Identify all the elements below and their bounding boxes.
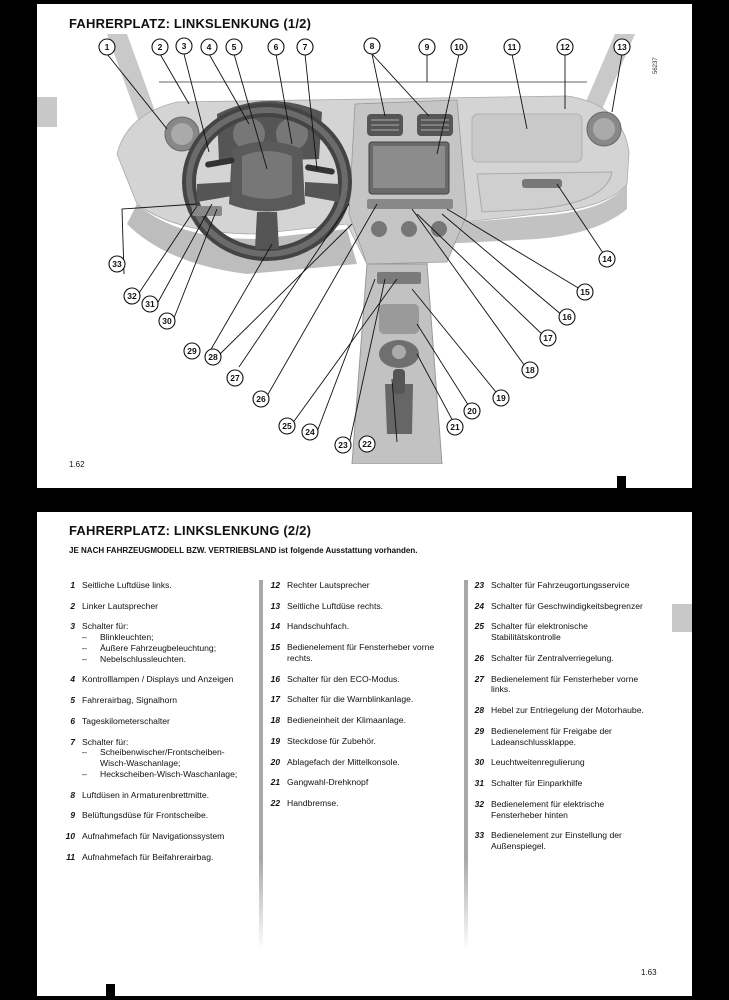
- legend-item: [259, 580, 445, 591]
- legend-body: [287, 674, 445, 685]
- callout-2: [152, 39, 168, 55]
- svg-text:2: 2: [157, 42, 163, 52]
- legend-body: [491, 674, 649, 695]
- legend-item: [54, 737, 240, 780]
- legend-item: [259, 757, 445, 768]
- legend-text: Luftdüsen in Armaturenbrettmitte.: [82, 789, 210, 800]
- legend-body: [491, 778, 649, 789]
- legend-number: 17: [270, 694, 280, 705]
- legend-column-1: [54, 580, 240, 872]
- legend-number: 21: [270, 777, 280, 788]
- legend-text: Schalter für den ECO-Modus.: [287, 673, 400, 684]
- legend-body: [287, 601, 445, 612]
- legend-text: Seitliche Luftdüse rechts.: [287, 600, 384, 611]
- legend-body: [491, 601, 649, 612]
- legend-item: [463, 799, 649, 820]
- legend-item: [259, 642, 445, 663]
- svg-text:9: 9: [424, 42, 430, 52]
- legend-text: Bedienelement zur Einstellung der Außenspiegel.: [491, 830, 622, 852]
- svg-text:14: 14: [602, 254, 612, 264]
- svg-text:3: 3: [181, 41, 187, 51]
- legend-subitem: [82, 769, 240, 780]
- svg-text:19: 19: [496, 393, 506, 403]
- legend-text: Bedienelement für elektrische Fensterheber hinten: [491, 798, 605, 820]
- callout-17: [540, 330, 556, 346]
- legend-text: Hebel zur Entriegelung der Motorhaube.: [491, 705, 644, 716]
- legend-text: Schalter für:: [82, 736, 129, 747]
- legend-item: [54, 580, 240, 591]
- callout-27: [227, 370, 243, 386]
- legend-item: [463, 757, 649, 768]
- svg-text:32: 32: [127, 291, 137, 301]
- callout-18: [522, 362, 538, 378]
- svg-text:24: 24: [305, 427, 315, 437]
- svg-text:21: 21: [450, 422, 460, 432]
- legend-number: 20: [270, 756, 280, 767]
- callout-13: [614, 39, 630, 55]
- callout-30: [159, 313, 175, 329]
- legend-body: [82, 621, 240, 664]
- page-number: 1.62: [69, 460, 85, 469]
- callout-19: [493, 390, 509, 406]
- legend-text: Leuchtweitenregulierung: [491, 757, 585, 768]
- legend-item: [54, 852, 240, 863]
- legend-number: 25: [474, 621, 484, 632]
- legend-item: [463, 726, 649, 747]
- legend-item: [54, 621, 240, 664]
- legend-item: [463, 580, 649, 591]
- legend-item: [54, 831, 240, 842]
- legend-body: [287, 580, 445, 591]
- legend-number: 29: [474, 725, 484, 736]
- svg-text:6: 6: [273, 42, 279, 52]
- crop-mark: [106, 984, 115, 997]
- legend-number: 6: [70, 715, 75, 726]
- legend-body: [491, 726, 649, 747]
- legend-text: Seitliche Luftdüse links.: [82, 580, 172, 590]
- svg-text:17: 17: [543, 333, 553, 343]
- legend-item: [259, 601, 445, 612]
- svg-text:27: 27: [230, 373, 240, 383]
- legend-item: [463, 653, 649, 664]
- legend-item: [463, 621, 649, 642]
- svg-text:1: 1: [104, 42, 110, 52]
- legend-item: [259, 694, 445, 705]
- legend-text: Linker Lautsprecher: [82, 600, 158, 611]
- legend-item: [463, 778, 649, 789]
- page-1-63: [37, 512, 692, 996]
- legend-body: [287, 798, 445, 809]
- legend-item: [54, 716, 240, 727]
- svg-text:8: 8: [369, 41, 375, 51]
- svg-text:7: 7: [302, 42, 308, 52]
- svg-text:22: 22: [362, 439, 372, 449]
- legend-subtext: Äußere Fahrzeugbeleuchtung;: [100, 642, 217, 653]
- legend-body: [82, 716, 240, 727]
- legend-body: [82, 790, 240, 801]
- legend-text: Bedienelement für Freigabe der Ladeanschlussklappe.: [491, 725, 612, 747]
- side-tab: [672, 604, 692, 632]
- legend-number: 27: [474, 673, 484, 684]
- callout-6: [268, 39, 284, 55]
- legend-subtext: Scheibenwischer/Frontscheiben-Wisch-Waschanlage;: [100, 747, 225, 769]
- legend-number: 3: [70, 621, 75, 632]
- svg-text:31: 31: [145, 299, 155, 309]
- svg-text:26: 26: [256, 394, 266, 404]
- legend-subtext: Blinkleuchten;: [100, 632, 154, 643]
- svg-text:28: 28: [208, 352, 218, 362]
- legend-item: [463, 674, 649, 695]
- legend-item: [54, 695, 240, 706]
- svg-text:33: 33: [112, 259, 122, 269]
- dash-bullet: –: [82, 747, 87, 758]
- svg-text:11: 11: [507, 42, 517, 52]
- callout-25: [279, 418, 295, 434]
- dash-bullet: –: [82, 768, 87, 779]
- callout-12: [557, 39, 573, 55]
- legend-body: [82, 852, 240, 863]
- legend-item: [54, 601, 240, 612]
- legend-body: [82, 810, 240, 821]
- legend-item: [54, 810, 240, 821]
- legend-text: Schalter für elektronische Stabilitätskontrolle: [491, 621, 588, 643]
- legend-body: [491, 621, 649, 642]
- legend-body: [287, 642, 445, 663]
- legend-body: [287, 757, 445, 768]
- svg-text:16: 16: [562, 312, 572, 322]
- legend-text: Schalter für Zentralverriegelung.: [491, 652, 614, 663]
- legend-number: 14: [270, 621, 280, 632]
- callout-11: [504, 39, 520, 55]
- legend-body: [82, 737, 240, 780]
- legend-number: 9: [70, 810, 75, 821]
- legend-item: [463, 830, 649, 851]
- legend-text: Steckdose für Zubehör.: [287, 735, 376, 746]
- legend-item: [463, 705, 649, 716]
- legend-text: Schalter für Einparkhilfe: [491, 778, 583, 789]
- dash-bullet: –: [82, 653, 87, 664]
- legend-body: [82, 580, 240, 591]
- legend-text: Schalter für Geschwindigkeitsbegrenzer: [491, 600, 643, 611]
- legend-body: [491, 799, 649, 820]
- legend-number: 26: [474, 652, 484, 663]
- legend-subitem: [82, 654, 240, 665]
- callout-15: [577, 284, 593, 300]
- svg-text:20: 20: [467, 406, 477, 416]
- page-title: FAHRERPLATZ: LINKSLENKUNG (2/2): [69, 523, 312, 538]
- legend-number: 23: [474, 580, 484, 590]
- legend-number: 18: [270, 715, 280, 726]
- legend-body: [491, 580, 649, 591]
- legend-item: [259, 736, 445, 747]
- callout-8: [364, 38, 380, 54]
- legend-column-3: [463, 580, 649, 862]
- legend-text: Rechter Lautsprecher: [287, 580, 370, 590]
- callout-32: [124, 288, 140, 304]
- dash-bullet: –: [82, 632, 87, 643]
- legend-number: 24: [474, 600, 484, 611]
- legend-body: [491, 757, 649, 768]
- legend-text: Bedienelement für Fensterheber vorne rechts.: [287, 642, 435, 663]
- callout-9: [419, 39, 435, 55]
- legend-number: 5: [70, 695, 75, 706]
- page-subtitle: JE NACH FAHRZEUGMODELL BZW. VERTRIEBSLAND ist folgende Ausstattung vorhanden.: [69, 546, 418, 555]
- legend-number: 8: [70, 789, 75, 800]
- legend-number: 30: [474, 757, 484, 768]
- dashboard-diagram: [67, 34, 667, 464]
- legend-number: 31: [474, 778, 484, 789]
- legend-number: 33: [474, 830, 484, 841]
- callout-29: [184, 343, 200, 359]
- legend-text: Handbremse.: [287, 798, 339, 809]
- legend-number: 13: [270, 600, 280, 611]
- legend-body: [287, 715, 445, 726]
- legend-text: Bedienelement für Fensterheber vorne links.: [491, 673, 639, 695]
- legend-number: 15: [270, 642, 280, 653]
- callout-20: [464, 403, 480, 419]
- callout-26: [253, 391, 269, 407]
- callout-23: [335, 437, 351, 453]
- svg-text:12: 12: [560, 42, 570, 52]
- legend-number: 10: [65, 831, 75, 842]
- page-title: FAHRERPLATZ: LINKSLENKUNG (1/2): [69, 16, 312, 31]
- legend-body: [82, 831, 240, 842]
- legend-body: [287, 777, 445, 788]
- legend-item: [54, 790, 240, 801]
- svg-text:15: 15: [580, 287, 590, 297]
- legend-body: [287, 736, 445, 747]
- callout-31: [142, 296, 158, 312]
- legend-number: 1: [70, 580, 75, 590]
- svg-text:5: 5: [231, 42, 237, 52]
- legend-text: Belüftungsdüse für Frontscheibe.: [82, 810, 209, 821]
- legend-text: Gangwahl-Drehknopf: [287, 777, 369, 788]
- legend-body: [491, 830, 649, 851]
- page-number: 1.63: [641, 968, 657, 977]
- legend-subitem: [82, 643, 240, 654]
- legend-subtext: Heckscheiben-Wisch-Waschanlage;: [100, 768, 238, 779]
- legend-body: [82, 601, 240, 612]
- legend-text: Ablagefach der Mittelkonsole.: [287, 756, 400, 767]
- legend-body: [287, 621, 445, 632]
- dash-bullet: –: [82, 642, 87, 653]
- svg-text:23: 23: [338, 440, 348, 450]
- legend-subitem: [82, 632, 240, 643]
- legend-column-2: [259, 580, 445, 819]
- legend-number: 22: [270, 798, 280, 809]
- legend-body: [82, 695, 240, 706]
- legend-item: [463, 601, 649, 612]
- svg-text:10: 10: [454, 42, 464, 52]
- side-tab: [37, 97, 57, 127]
- page-1-62: [37, 4, 692, 488]
- legend-number: 28: [474, 705, 484, 716]
- callout-24: [302, 424, 318, 440]
- legend-body: [491, 653, 649, 664]
- legend-number: 32: [474, 798, 484, 809]
- callout-21: [447, 419, 463, 435]
- callout-7: [297, 39, 313, 55]
- callout-3: [176, 38, 192, 54]
- legend-item: [259, 715, 445, 726]
- callout-1: [99, 39, 115, 55]
- legend-text: Handschuhfach.: [287, 621, 350, 632]
- legend-text: Fahrerairbag, Signalhorn: [82, 695, 178, 706]
- legend-text: Aufnahmefach für Navigationssystem: [82, 831, 225, 842]
- legend-text: Bedieneinheit der Klimaanlage.: [287, 715, 406, 726]
- legend-body: [82, 674, 240, 685]
- svg-text:30: 30: [162, 316, 172, 326]
- legend-number: 16: [270, 673, 280, 684]
- image-code: 56237: [653, 57, 659, 74]
- legend-item: [259, 621, 445, 632]
- callout-4: [201, 39, 217, 55]
- legend-text: Schalter für die Warnblinkanlage.: [287, 694, 414, 705]
- legend-number: 4: [70, 674, 75, 685]
- legend-item: [259, 777, 445, 788]
- svg-text:29: 29: [187, 346, 197, 356]
- callout-28: [205, 349, 221, 365]
- callout-22: [359, 436, 375, 452]
- legend-number: 2: [70, 600, 75, 611]
- legend-text: Schalter für Fahrzeugortungsservice: [491, 580, 630, 590]
- legend-text: Aufnahmefach für Beifahrerairbag.: [82, 851, 214, 862]
- crop-mark: [617, 476, 626, 489]
- svg-text:18: 18: [525, 365, 535, 375]
- legend-number: 11: [66, 851, 75, 862]
- legend-body: [491, 705, 649, 716]
- legend-item: [54, 674, 240, 685]
- legend-body: [287, 694, 445, 705]
- svg-text:13: 13: [617, 42, 627, 52]
- legend-text: Tageskilometerschalter: [82, 715, 170, 726]
- callout-10: [451, 39, 467, 55]
- callout-16: [559, 309, 575, 325]
- legend-number: 12: [270, 580, 280, 590]
- svg-text:4: 4: [206, 42, 212, 52]
- legend-number: 7: [70, 736, 75, 747]
- legend-text: Schalter für:: [82, 621, 129, 632]
- svg-text:25: 25: [282, 421, 292, 431]
- callout-5: [226, 39, 242, 55]
- legend-item: [259, 674, 445, 685]
- callout-14: [599, 251, 615, 267]
- legend-subitem: [82, 747, 240, 768]
- legend-number: 19: [270, 735, 280, 746]
- legend-text: Kontrolllampen / Displays und Anzeigen: [82, 674, 234, 685]
- legend-subtext: Nebelschlussleuchten.: [100, 653, 186, 664]
- legend-item: [259, 798, 445, 809]
- callout-33: [109, 256, 125, 272]
